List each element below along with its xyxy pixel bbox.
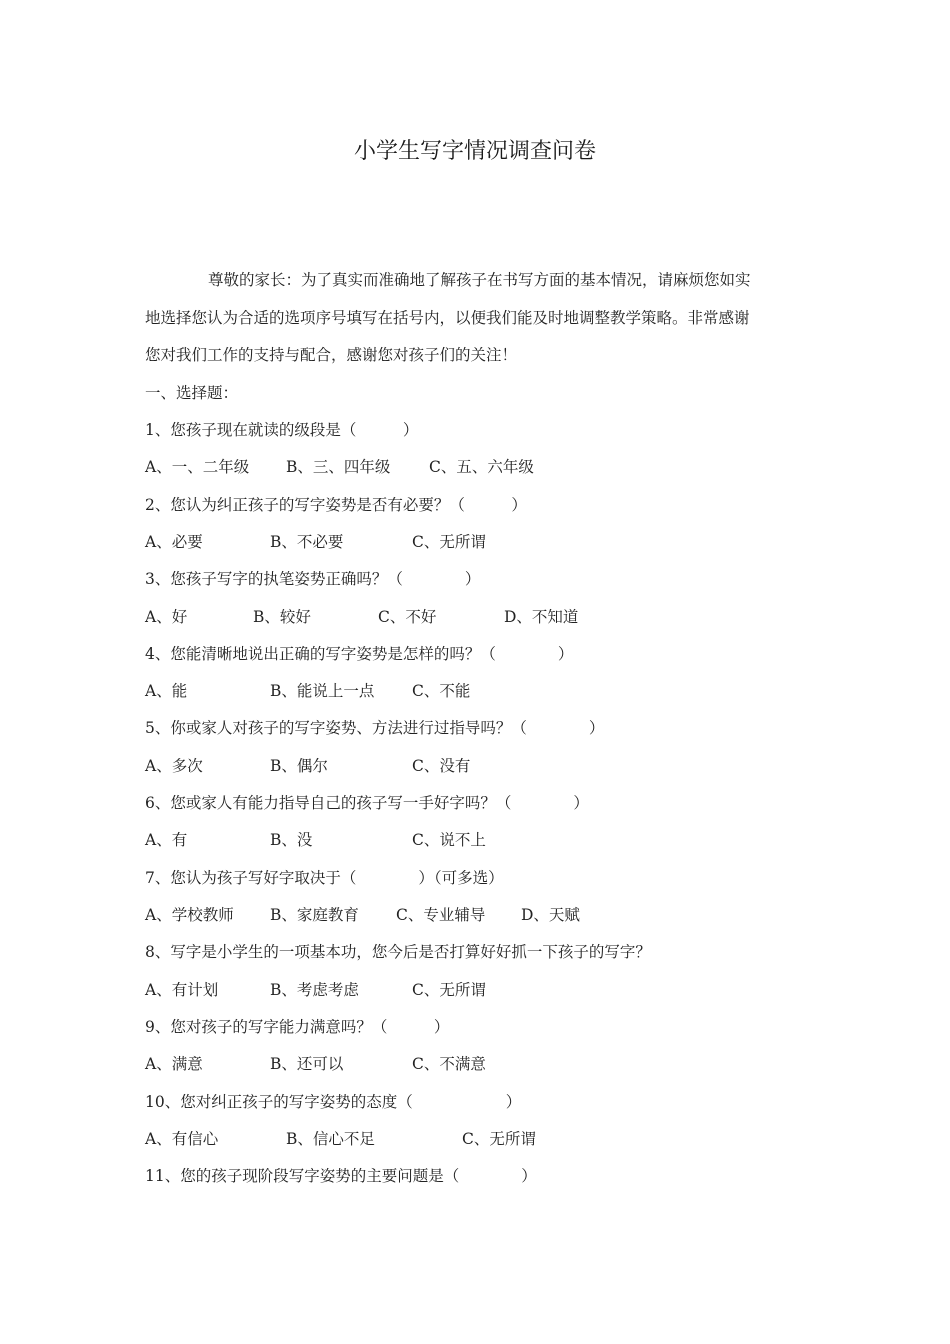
option: C、专业辅导 xyxy=(396,906,486,924)
option: D、不知道 xyxy=(504,608,579,626)
option: A、能 xyxy=(145,682,188,700)
question-10: 10、您对纠正孩子的写字姿势的态度（ ） xyxy=(145,1093,522,1111)
question-5: 5、你或家人对孩子的写字姿势、方法进行过指导吗？（ ） xyxy=(145,719,605,737)
question-4: 4、您能清晰地说出正确的写字姿势是怎样的吗？（ ） xyxy=(145,645,574,663)
option: C、不能 xyxy=(412,682,471,700)
option: C、无所谓 xyxy=(412,533,486,551)
option: B、考虑考虑 xyxy=(270,981,359,999)
question-1: 1、您孩子现在就读的级段是（ ） xyxy=(145,421,419,439)
question-3: 3、您孩子写字的执笔姿势正确吗？（ ） xyxy=(145,570,481,588)
option: B、三、四年级 xyxy=(286,458,391,476)
option: C、不好 xyxy=(378,608,437,626)
option: A、一、二年级 xyxy=(145,458,250,476)
question-11: 11、您的孩子现阶段写字姿势的主要问题是（ ） xyxy=(145,1167,537,1185)
question-8: 8、写字是小学生的一项基本功，您今后是否打算好好抓一下孩子的写字？ xyxy=(145,943,651,961)
option: A、好 xyxy=(145,608,188,626)
option: A、有计划 xyxy=(145,981,219,999)
option: C、说不上 xyxy=(412,831,486,849)
option: B、偶尔 xyxy=(270,757,328,775)
question-9: 9、您对孩子的写字能力满意吗？（ ） xyxy=(145,1018,450,1036)
intro-line: 您对我们工作的支持与配合，感谢您对孩子们的关注！ xyxy=(145,346,518,364)
option: B、家庭教育 xyxy=(270,906,359,924)
option: A、有信心 xyxy=(145,1130,219,1148)
option: D、天赋 xyxy=(521,906,580,924)
option: A、学校教师 xyxy=(145,906,234,924)
option: B、没 xyxy=(270,831,313,849)
option: B、不必要 xyxy=(270,533,344,551)
question-6: 6、您或家人有能力指导自己的孩子写一手好字吗？（ ） xyxy=(145,794,589,812)
question-2: 2、您认为纠正孩子的写字姿势是否有必要？（ ） xyxy=(145,496,527,514)
option: A、满意 xyxy=(145,1055,203,1073)
question-7: 7、您认为孩子写好字取决于（ ）（可多选） xyxy=(145,869,504,887)
intro-line: 尊敬的家长：为了真实而准确地了解孩子在书写方面的基本情况，请麻烦您如实 xyxy=(208,271,751,289)
option: C、不满意 xyxy=(412,1055,486,1073)
option: A、必要 xyxy=(145,533,203,551)
option: A、多次 xyxy=(145,757,203,775)
option: B、较好 xyxy=(253,608,311,626)
page-title: 小学生写字情况调查问卷 xyxy=(353,139,596,164)
option: C、没有 xyxy=(412,757,471,775)
option: B、信心不足 xyxy=(286,1130,375,1148)
option: B、能说上一点 xyxy=(270,682,375,700)
option: B、还可以 xyxy=(270,1055,344,1073)
section-heading: 一、选择题： xyxy=(145,384,239,402)
option: A、有 xyxy=(145,831,188,849)
option: C、无所谓 xyxy=(412,981,486,999)
intro-line: 地选择您认为合适的选项序号填写在括号内，以便我们能及时地调整教学策略。非常感谢 xyxy=(145,309,750,327)
option: C、无所谓 xyxy=(462,1130,536,1148)
option: C、五、六年级 xyxy=(429,458,534,476)
